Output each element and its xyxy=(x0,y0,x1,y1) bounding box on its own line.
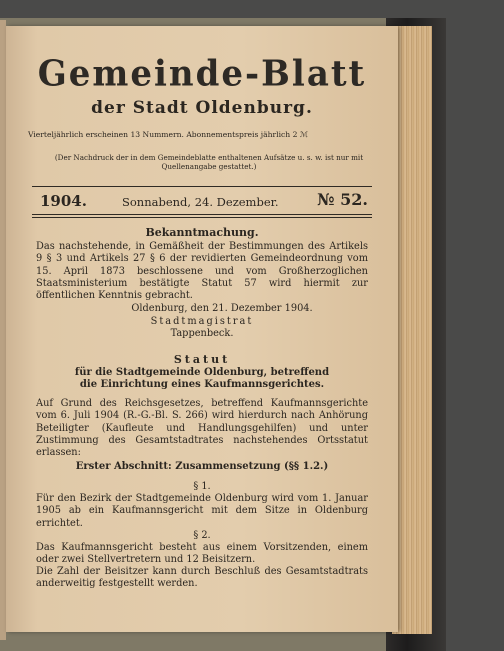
notice-authority: Stadtmagistrat xyxy=(150,316,254,327)
statute-title: für die Stadtgemeinde Oldenburg, betreffend die Einrichtung eines Kaufmannsgerichtes. xyxy=(74,367,330,390)
notice-place-date: Oldenburg, den 21. Dezember 1904. xyxy=(131,303,313,314)
subscription-line: Vierteljährlich erscheinen 13 Nummern. Abonnementspreis jährlich 2 ℳ xyxy=(28,130,308,139)
issue-year: 1904. xyxy=(40,192,87,210)
notice-body: Das nachstehende, in Gemäßheit der Bestimmungen des Artikels 9 § 3 und Artikels 27 § 6 der revidierten Gemeindeordnung vom 15. April 1873 beschlossene und vom Großherzoglichen Staatsministerium bestätigte Statut 57 wird hiermit zur öffentlichen Kenntnis gebracht. xyxy=(36,241,368,302)
page-edges xyxy=(392,26,432,634)
newspaper-page xyxy=(6,26,398,632)
reprint-note: (Der Nachdruck der in dem Gemeindeblatte enthaltenen Aufsätze u. s. w. ist nur mit Quellenangabe gestattet.) xyxy=(54,153,364,171)
statute-intro: Auf Grund des Reichsgesetzes, betreffend Kaufmannsgerichte vom 6. Juli 1904 (R.-G.-Bl. S. 266) wird hierdurch nach Anhörung Beteiligter (Kaufleute und Handlungsgehilfen) und unter Zustimmung des Gesamtstadtrates nachstehendes Ortsstatut erlassen: xyxy=(36,398,368,459)
paragraph-1-label: § 1. xyxy=(193,481,211,492)
masthead-subtitle: der Stadt Oldenburg. xyxy=(91,98,313,118)
paragraph-2-text: Das Kaufmannsgericht besteht aus einem Vorsitzenden, einem oder zwei Stellvertretern und 12 Beisitzern. xyxy=(36,542,368,566)
notice-signature: Tappenbeck. xyxy=(170,328,234,339)
paragraph-2-text-continued: Die Zahl der Beisitzer kann durch Beschluß des Gesamtstadtrats anderweitig festgestellt werden. xyxy=(36,566,368,590)
paragraph-2-label: § 2. xyxy=(193,530,211,541)
divider-rule xyxy=(32,186,372,187)
issue-number: № 52. xyxy=(317,190,368,209)
dateline xyxy=(32,192,372,214)
statute-heading: Statut xyxy=(173,353,231,366)
paragraph-1-text: Für den Bezirk der Stadtgemeinde Oldenburg wird vom 1. Januar 1905 ab ein Kaufmannsgericht mit dem Sitze in Oldenburg errichtet. xyxy=(36,493,368,529)
divider-rule xyxy=(32,217,372,218)
divider-rule xyxy=(32,214,372,215)
masthead-title: Gemeinde-Blatt xyxy=(37,53,367,95)
section-heading: Erster Abschnitt: Zusammensetzung (§§ 1.2.) xyxy=(75,461,329,472)
issue-date: Sonnabend, 24. Dezember. xyxy=(122,195,279,209)
notice-heading: Bekanntmachung. xyxy=(145,226,259,239)
